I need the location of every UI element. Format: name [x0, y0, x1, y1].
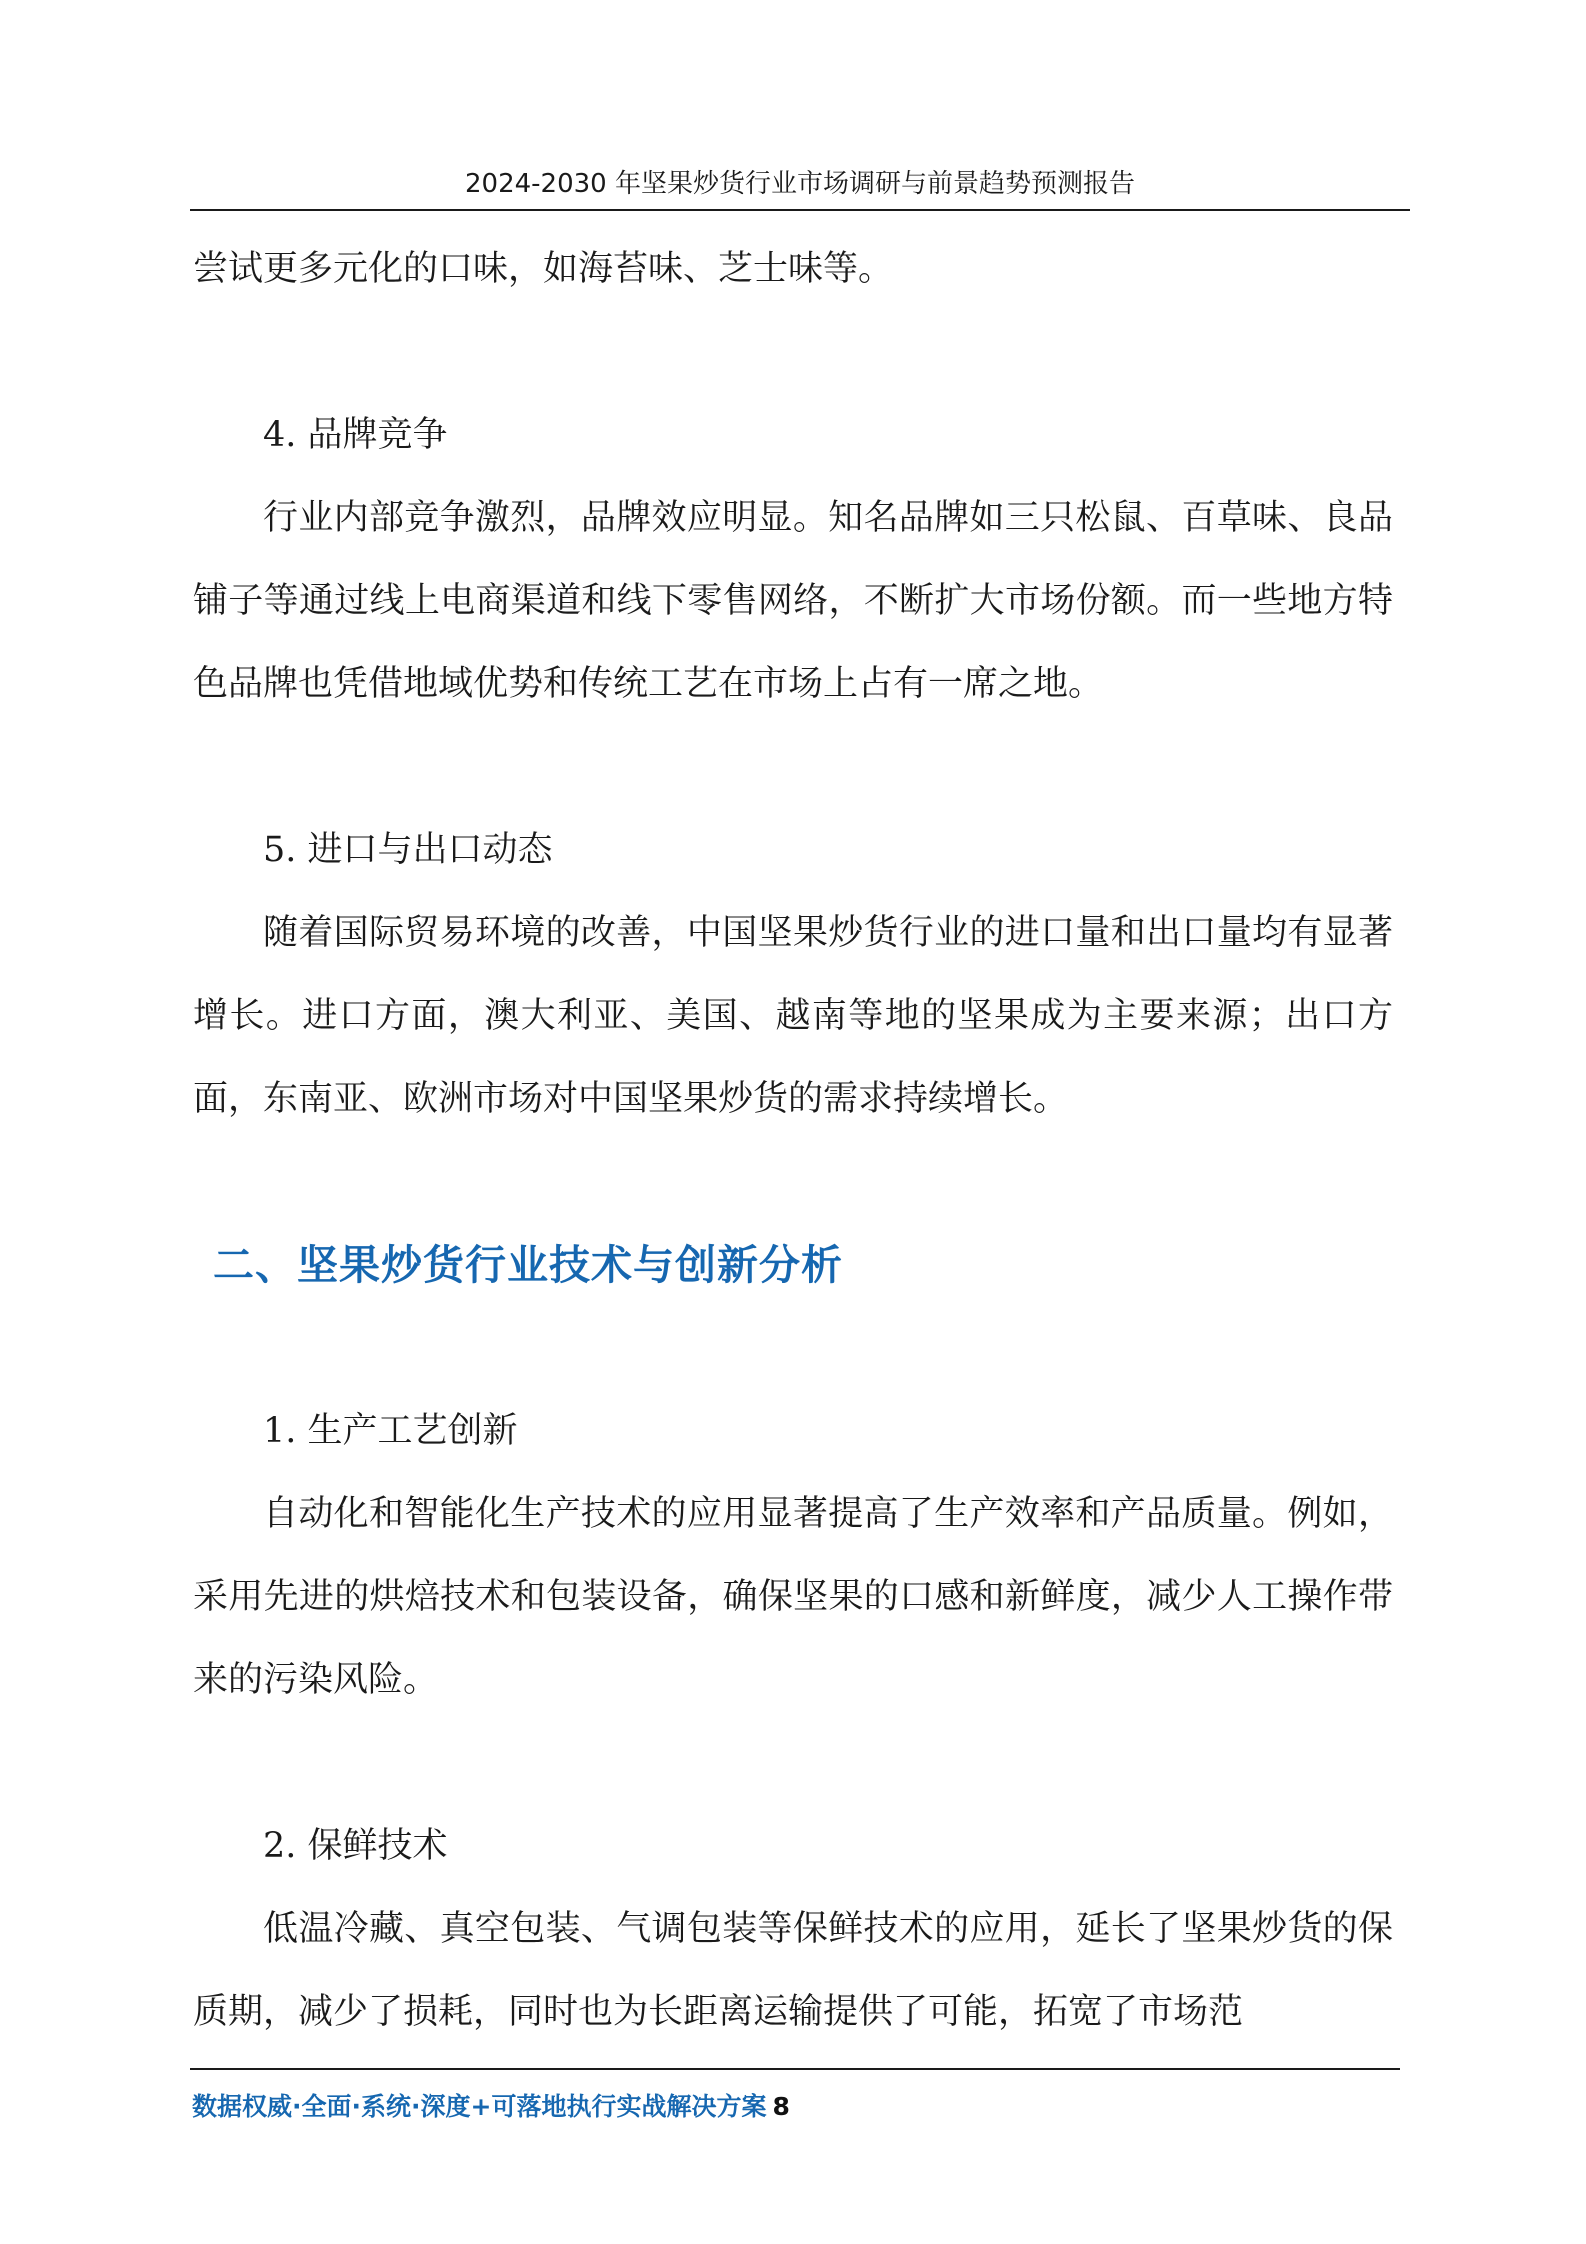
header-title: 2024-2030 年坚果炒货行业市场调研与前景趋势预测报告	[465, 169, 1135, 199]
spacer	[193, 1722, 1393, 1805]
document-body	[193, 228, 1393, 2054]
section-title-tech-innovation: 二、坚果炒货行业技术与创新分析	[213, 1241, 843, 1289]
import-export-paragraph: 随着国际贸易环境的改善，中国坚果炒货行业的进口量和出口量均有显著增长。进口方面，澳大利亚、美国、越南等地的坚果成为主要来源；出口方面，东南亚、欧洲市场对中国坚果炒货的需求持续增长。	[193, 913, 1393, 1119]
spacer	[193, 311, 1393, 394]
process-innovation-paragraph: 自动化和智能化生产技术的应用显著提高了生产效率和产品质量。例如，采用先进的烘焙技术和包装设备，确保坚果的口感和新鲜度，减少人工操作带来的污染风险。	[193, 1494, 1393, 1700]
subheading-brand-competition: 4. 品牌竞争	[263, 415, 448, 455]
spacer	[193, 1141, 1393, 1224]
spacer	[193, 726, 1393, 809]
subheading-preservation: 2. 保鲜技术	[263, 1826, 448, 1866]
preservation-paragraph: 低温冷藏、真空包装、气调包装等保鲜技术的应用，延长了坚果炒货的保质期，减少了损耗，同时也为长距离运输提供了可能，拓宽了市场范	[193, 1909, 1393, 2032]
header-divider	[190, 209, 1410, 211]
intro-tail-paragraph: 尝试更多元化的口味，如海苔味、芝士味等。	[193, 249, 894, 289]
subheading-import-export: 5. 进口与出口动态	[263, 830, 553, 870]
footer-divider	[190, 2068, 1400, 2070]
page-number: 8	[772, 2092, 790, 2121]
subheading-process-innovation: 1. 生产工艺创新	[263, 1411, 518, 1451]
footer-slogan: 数据权威·全面·系统·深度+可落地执行实战解决方案	[192, 2092, 767, 2121]
footer	[192, 2090, 790, 2124]
spacer	[193, 1307, 1393, 1390]
brand-competition-paragraph: 行业内部竞争激烈，品牌效应明显。知名品牌如三只松鼠、百草味、良品铺子等通过线上电商渠道和线下零售网络，不断扩大市场份额。而一些地方特色品牌也凭借地域优势和传统工艺在市场上占有一席之地。	[193, 498, 1393, 704]
